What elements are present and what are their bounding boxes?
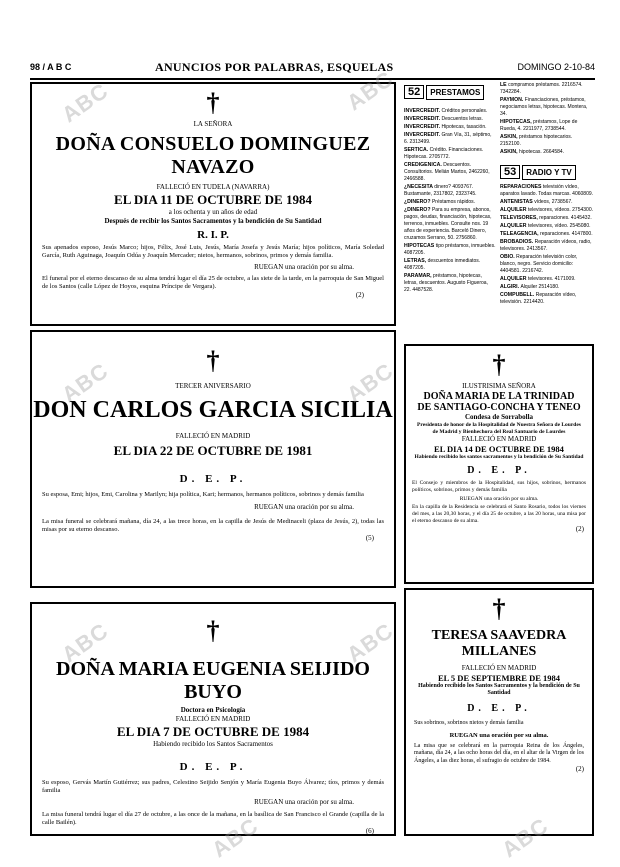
obituary-title: Doctora en Psicología: [180, 706, 246, 714]
classified-entry: [500, 119, 594, 133]
classified-keyword: INVERCREDIT.: [404, 108, 442, 114]
classified-keyword: ASKIN,: [500, 149, 520, 155]
watermark-logo: ABC: [207, 812, 263, 863]
dep-text: D. E. P.: [179, 761, 247, 773]
watermark-logo: ABC: [57, 617, 113, 668]
obituary-place: FALLECIÓ EN MADRID: [461, 435, 537, 443]
classified-keyword: INVERCREDIT.: [404, 124, 442, 130]
classified-text: préstamos, hipotecas, letras, descuentos. Augusto Figueroa, 22. 4487528.: [404, 273, 488, 293]
obituary-family: El Consejo y miembros de la Hospitalidad, sus hijos, sobrinos, hermanos políticos, sobrinos, primos y demás familia: [412, 479, 586, 493]
obituary-place: FALLECIÓ EN TUDELA (NAVARRA): [156, 183, 270, 191]
classified-entry: [500, 292, 594, 306]
classified-keyword: INVERCREDIT.: [404, 132, 442, 138]
classified-entry: [404, 199, 496, 206]
classified-text: televisión vídeo, aparatos lavado. Todas marcas. 4060809.: [500, 184, 594, 197]
classified-text: televisores, vídeos. 2754300.: [527, 207, 594, 213]
obituary-note: Habiendo recibido los santos sacramentos y la bendición de Su Santidad: [414, 454, 584, 460]
obituary-name: DE SANTIAGO-CONCHA Y TENEO: [417, 402, 581, 413]
classified-entry: [404, 124, 496, 131]
obituary-place: FALLECIÓ EN MADRID: [175, 715, 251, 723]
obituary-pre: TERCER ANIVERSARIO: [175, 382, 251, 390]
classified-text: reparaciones. 4147800.: [540, 231, 593, 237]
classified-text: dinero? 4093767. Bustamante, 2317802, 2323745.: [404, 184, 477, 197]
obituary-note: Presidenta de honor de la Hospitalidad de Nuestra Señora de Lourdes de Madrid y Bienhechora del Real Santuario de Lourdes: [417, 422, 581, 435]
obituary-place: FALLECIÓ EN MADRID: [175, 432, 251, 440]
obituary-place: FALLECIÓ EN MADRID: [461, 664, 537, 672]
classified-text: Gran Vía, 31, séptimo, 6. 2313499.: [404, 132, 492, 145]
obituary-date: EL DIA 22 DE OCTUBRE DE 1981: [113, 443, 313, 458]
classified-keyword: HIPOTECAS,: [500, 119, 534, 125]
classified-entry: [500, 97, 594, 118]
classified-keyword: ANTENISTAS: [500, 199, 535, 205]
classified-keyword: TELEVISORES,: [500, 215, 540, 221]
obituary-consuelo: [30, 82, 396, 326]
classified-keyword: ¿DINERO?: [404, 207, 432, 213]
classified-entry: [404, 207, 496, 242]
obituary-note: Habiendo recibido los Santos Sacramentos y la bendición de Su Santidad: [418, 683, 580, 696]
obituary-date: EL DIA 11 DE OCTUBRE DE 1984: [114, 192, 312, 207]
cross-icon: †: [206, 346, 220, 375]
obituary-teresa: [404, 588, 594, 836]
classified-text: vídeos, 2738567.: [534, 199, 573, 205]
dep-text: D. E. P.: [179, 473, 247, 485]
dep-text: D. E. P.: [467, 464, 531, 476]
obituary-name: TERESA SAAVEDRA: [431, 628, 567, 643]
obituary-ref: (2): [575, 765, 584, 773]
obituary-family: Su esposo, Gervás Martín Gutiérrez; sus padres, Celestino Seijido Senjón y María Eugenia Buyo Álvarez; tíos, primos y demás familia: [42, 779, 384, 794]
classified-entry: [500, 149, 594, 156]
watermark-logo: ABC: [57, 357, 113, 408]
classified-entry: [500, 284, 594, 291]
classified-entry: [404, 184, 496, 198]
classified-text: descuentos inmediatos. 4087205.: [404, 258, 481, 271]
radio-tv-list: [500, 184, 594, 306]
classified-entry: [500, 239, 594, 253]
obituary-family: Sus apenados esposo, Jesús Marco; hijos, Félix, José Luis, Jesús, María Josefa y Jesús María; hijos políticos, María Soledad García, Ruth Aguinaga, Joaquín Odúa y Joaquín Mercader; nietos, hermanos, sobrinos, primos y demás familia.: [42, 244, 384, 259]
classified-text: tipo préstamos, inmuebles. 4087205.: [404, 243, 496, 256]
classified-keyword: OBIO.: [500, 254, 517, 260]
classified-keyword: ALQUILER: [500, 207, 528, 213]
obituary-ruegan: RUEGAN una oración por su alma.: [459, 495, 539, 502]
cross-icon: †: [206, 616, 220, 645]
obituary-date: EL 5 DE SEPTIEMBRE DE 1984: [437, 673, 561, 683]
classified-keyword: BROBADIOS.: [500, 239, 535, 245]
classified-text: reparaciones. 4145432.: [539, 215, 592, 221]
obituary-name: DON CARLOS GARCIA SICILIA: [33, 397, 393, 423]
obituary-ref: (2): [355, 291, 364, 299]
classified-entry: [404, 273, 496, 294]
classified-text: Préstamos rápidos.: [431, 199, 476, 205]
classified-keyword: INVERCREDIT.: [404, 116, 442, 122]
cross-icon: †: [492, 594, 506, 623]
classified-keyword: CREDIGENICA.: [404, 162, 444, 168]
watermark-logo: ABC: [342, 357, 398, 408]
obituary-note: Después de recibir los Santos Sacramentos y la bendición de Su Santidad: [104, 217, 322, 225]
section-title-radio-tv: RADIO Y TV: [522, 165, 576, 180]
classified-text: televisores. 4171009.: [527, 276, 576, 282]
classified-keyword: PARAMAR,: [404, 273, 434, 279]
obituary-pre: LA SEÑORA: [193, 120, 233, 128]
obituary-date: EL DIA 14 DE OCTUBRE DE 1984: [434, 444, 564, 454]
obituary-pre: ILUSTRISIMA SEÑORA: [462, 382, 536, 390]
classified-text: televisores, vídeo. 2545080.: [527, 223, 591, 229]
classified-entry: [404, 116, 496, 123]
obituary-ref: (2): [575, 524, 584, 533]
classified-entry: [404, 147, 496, 161]
rip-text: R. I. P.: [197, 229, 229, 241]
cross-icon: †: [206, 88, 220, 117]
section-title: ANUNCIOS POR PALABRAS, ESQUELAS: [155, 60, 394, 74]
section-number: 53: [500, 165, 520, 179]
page-date: DOMINGO 2-10-84: [517, 62, 595, 72]
obituary-name: DOÑA MARIA EUGENIA SEIJIDO BUYO: [56, 658, 370, 703]
classified-text: Hipotecas, tasación.: [441, 124, 487, 130]
classified-keyword: ¿NECESITA: [404, 184, 435, 190]
classified-keyword: LETRAS,: [404, 258, 428, 264]
classified-text: compramos préstamos. 2216574. 7342284.: [500, 82, 583, 95]
classified-text: préstamos, Lope de Rueda, 4. 2211977, 2738544.: [500, 119, 578, 132]
classified-keyword: REPARACIONES: [500, 184, 543, 190]
obituary-carlos: [30, 330, 396, 588]
watermark-logo: ABC: [342, 65, 398, 116]
classified-entry: [500, 82, 594, 96]
classified-text: hipotecas. 2664584.: [519, 149, 565, 155]
classified-entry: [500, 199, 594, 206]
classified-entry: [404, 132, 496, 146]
obituary-note: Habiendo recibido los Santos Sacramentos: [153, 740, 273, 748]
classified-text: Alquiler 2514180.: [520, 284, 560, 290]
obituary-maria-trinidad: [404, 344, 594, 584]
obituary-maria-eugenia: [30, 602, 396, 836]
classified-text: Para su empresa, abonos, pagos, deudas, financiación, hipotecas, terrenos, inmuebles. Consulte nos. 19 años de experiencia. Barceló Dinero, cruzamos Serrano, 50. 2756860.: [404, 207, 492, 241]
classified-entry: [500, 184, 594, 198]
classified-entry: [404, 108, 496, 115]
classified-entry: [500, 215, 594, 222]
classified-keyword: HIPOTECAS: [404, 243, 436, 249]
obituary-ref: (6): [365, 827, 374, 835]
obituary-ruegan: RUEGAN una oración por su alma.: [254, 503, 354, 511]
classified-keyword: SERTICA.: [404, 147, 430, 153]
classified-text: Reparación vídeo, televisión. 2214420.: [500, 292, 577, 305]
classified-keyword: COMPUBELL.: [500, 292, 536, 298]
obituary-name: DOÑA CONSUELO DOMINGUEZ NAVAZO: [55, 133, 371, 178]
classified-text: préstamos hipotecarios. 2152100.: [500, 134, 573, 147]
classified-text: Crédito. Financiaciones. Hipotecas. 2705772.: [404, 147, 484, 160]
watermark-logo: ABC: [497, 812, 553, 863]
obituary-date: EL DIA 7 DE OCTUBRE DE 1984: [116, 724, 310, 739]
classified-entry: [500, 231, 594, 238]
obituary-note: a los ochenta y un años de edad: [168, 208, 258, 216]
classified-text: Descuentos letras.: [441, 116, 483, 122]
classified-text: Financiaciones, préstamos, negociamos letras, hipotecas. Montera, 34.: [500, 97, 588, 117]
classified-entry: [404, 162, 496, 183]
classified-text: Reparación televisión color, blanco, negro. Servicio domicilio: 4404581. 2216742.: [500, 254, 578, 274]
classifieds-column: [404, 82, 594, 344]
classified-entry: [500, 223, 594, 230]
watermark-logo: ABC: [342, 617, 398, 668]
obituary-name: MILLANES: [461, 644, 537, 659]
page-number: 98 / A B C: [30, 62, 72, 72]
dep-text: D. E. P.: [467, 703, 531, 714]
prestamos-list: [404, 108, 496, 294]
obituary-ruegan: RUEGAN una oración por su alma.: [254, 798, 354, 806]
classified-text: Descuentos. Consultorios. Melián Martos, 2462260, 2466588.: [404, 162, 490, 182]
classified-keyword: ASKIN,: [500, 134, 520, 140]
page-header: [30, 60, 595, 80]
classified-keyword: ALQUILER: [500, 223, 528, 229]
classified-entry: [500, 207, 594, 214]
obituary-name: DOÑA MARIA DE LA TRINIDAD: [423, 391, 575, 402]
obituary-funeral: La misa funeral se celebrará mañana, día 24, a las trece horas, en la capilla de Jesús de Medinaceli (plaza de Jesús, 2), todas las misas por su eterno descanso.: [42, 518, 384, 533]
obituary-ruegan: RUEGAN una oración por su alma.: [449, 731, 549, 739]
obituary-family: Sus sobrinos, sobrinos nietos y demás familia: [414, 720, 524, 726]
classified-entry: [404, 243, 496, 257]
obituary-ruegan: RUEGAN una oración por su alma.: [254, 263, 354, 271]
classified-keyword: ALQUILER: [500, 276, 528, 282]
section-title-prestamos: PRESTAMOS: [426, 85, 484, 100]
classified-keyword: ¿DINERO?: [404, 199, 432, 205]
classified-text: Créditos personales.: [441, 108, 488, 114]
cross-icon: †: [492, 350, 506, 379]
classified-text: Reparación vídeos, radio, televisores. 2413567.: [500, 239, 592, 252]
obituary-ref: (5): [365, 534, 374, 542]
classified-entry: [500, 254, 594, 275]
prestamos-top-list: [500, 82, 594, 156]
obituary-funeral: En la capilla de la Residencia se celebrará el Santo Rosario, todos los viernes del mes, a las 20,30 horas, y el día 25 de octubre, a las 20 horas, una misa por el eterno descanso de su alma.: [412, 503, 586, 524]
classified-keyword: ALGIRI.: [500, 284, 521, 290]
watermark-logo: ABC: [57, 77, 113, 128]
obituary-title: Condesa de Sorrabolla: [464, 413, 534, 421]
classified-keyword: TELEAGENCIA,: [500, 231, 541, 237]
obituary-funeral: La misa funeral tendrá lugar el día 27 de octubre, a las once de la mañana, en la basílica de San Francisco el Grande (capilla de la calle Bailén).: [42, 811, 384, 826]
section-number: 52: [404, 85, 424, 99]
classified-entry: [500, 134, 594, 148]
obituary-funeral: La misa que se celebrará en la parroquia Reina de los Ángeles, mañana, día 24, a las ocho horas del día, en el altar de la Virgen de los Ángeles, a las diez horas, el sufragio de octubre de 1984.: [414, 742, 584, 764]
obituary-family: Su esposa, Emi; hijos, Emi, Carolina y Marilyn; hija política, Kari; hermanos, hermanos políticos, sobrinos y demás familia: [42, 491, 364, 498]
classified-entry: [500, 276, 594, 283]
classified-keyword: LE: [500, 82, 509, 88]
classified-entry: [404, 258, 496, 272]
obituary-funeral: El funeral por el eterno descanso de su alma tendrá lugar el día 25 de octubre, a las siete de la tarde, en la parroquia de San Miguel de los Santos (calle López de Hoyos, esquina Príncipe de Vergara).: [42, 275, 384, 290]
classified-keyword: PAYMON.: [500, 97, 525, 103]
